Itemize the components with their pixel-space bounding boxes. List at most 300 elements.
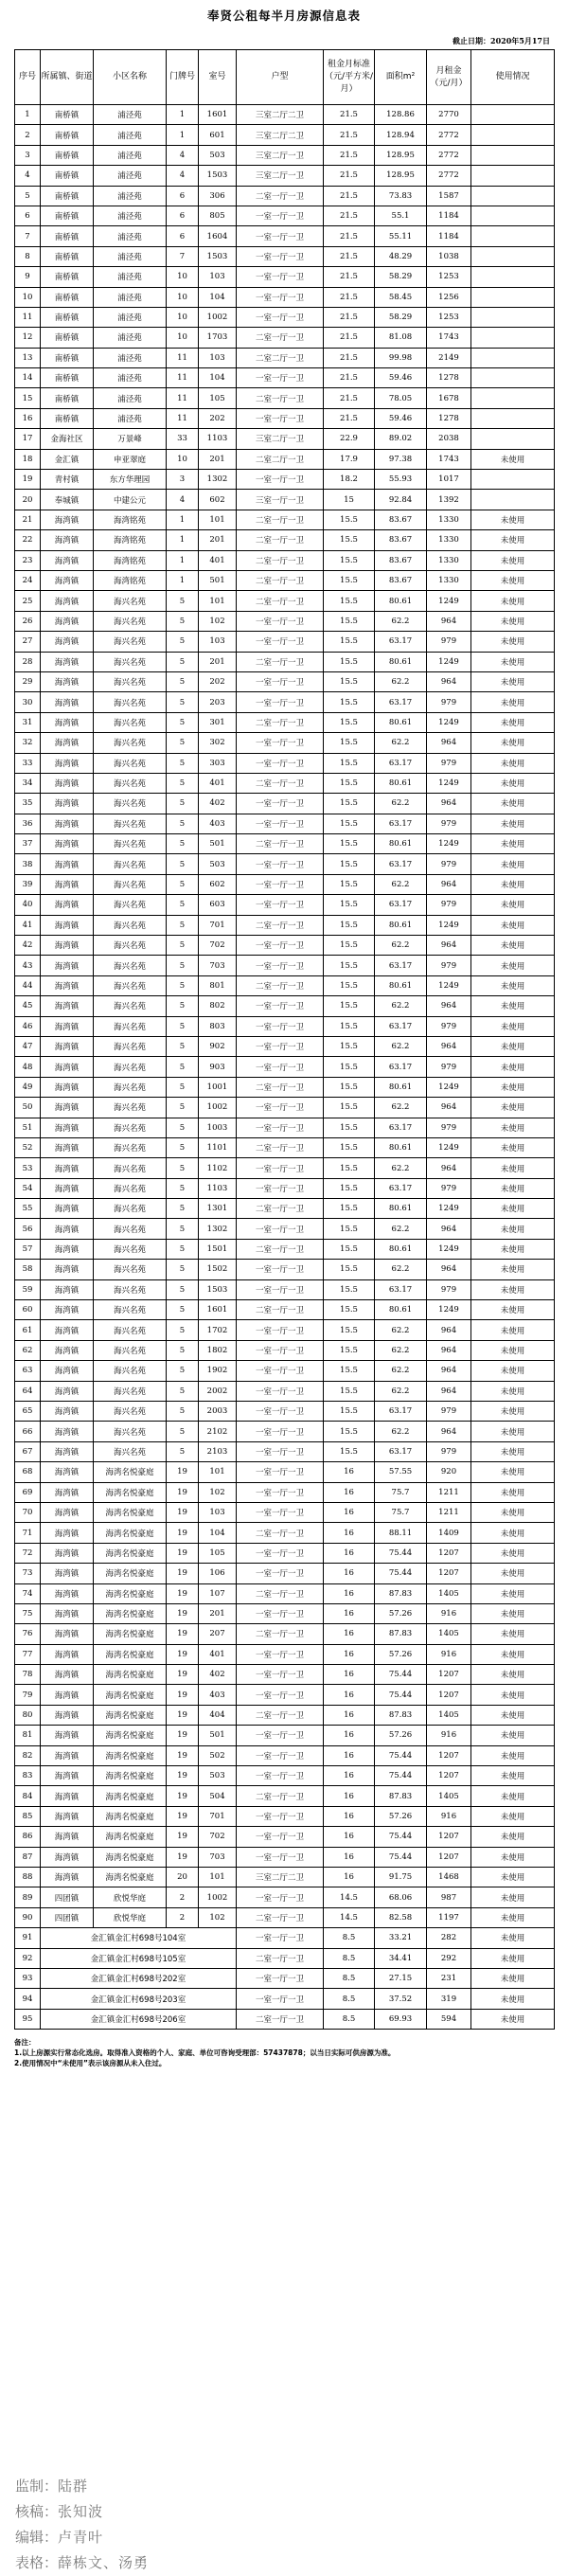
table-cell: 65 bbox=[15, 1402, 41, 1422]
table-cell: 海兴名苑 bbox=[94, 773, 167, 793]
table-cell: 282 bbox=[427, 1928, 471, 1948]
table-cell: 浦泾苑 bbox=[94, 328, 167, 348]
table-cell: 82.58 bbox=[375, 1907, 427, 1927]
table-cell: 15.5 bbox=[324, 1361, 375, 1381]
table-cell: 海兴名苑 bbox=[94, 1340, 167, 1360]
table-row bbox=[15, 1199, 555, 1219]
table-cell: 63.17 bbox=[375, 1402, 427, 1422]
table-row bbox=[15, 186, 555, 206]
table-cell: 964 bbox=[427, 874, 471, 894]
table-cell: 21.5 bbox=[324, 348, 375, 367]
table-cell: 49 bbox=[15, 1077, 41, 1097]
table-cell: 1278 bbox=[427, 368, 471, 388]
table-cell: 80.61 bbox=[375, 712, 427, 732]
table-row bbox=[15, 1968, 555, 1988]
table-cell: 一室一厅一卫 bbox=[237, 753, 324, 773]
table-row bbox=[15, 368, 555, 388]
table-cell: 海湾镇 bbox=[41, 611, 94, 631]
table-cell: 10 bbox=[167, 307, 199, 327]
table-cell: 702 bbox=[199, 1827, 237, 1847]
col-header-index: 序号 bbox=[15, 50, 41, 105]
table-cell: 1253 bbox=[427, 307, 471, 327]
table-cell: 33 bbox=[167, 429, 199, 449]
table-cell: 303 bbox=[199, 753, 237, 773]
table-cell: 海兴名苑 bbox=[94, 671, 167, 691]
table-cell: 1249 bbox=[427, 975, 471, 995]
table-cell: 一室一厅一卫 bbox=[237, 408, 324, 428]
table-cell: 37.52 bbox=[375, 1989, 427, 2009]
table-row bbox=[15, 1685, 555, 1705]
table-cell bbox=[471, 125, 555, 145]
table-cell: 51 bbox=[15, 1118, 41, 1137]
table-cell: 503 bbox=[199, 145, 237, 165]
table-cell bbox=[471, 408, 555, 428]
table-row bbox=[15, 671, 555, 691]
table-cell: 海兴名苑 bbox=[94, 1279, 167, 1299]
table-cell: 6 bbox=[15, 206, 41, 225]
table-cell: 5 bbox=[167, 1381, 199, 1401]
table-cell: 63.17 bbox=[375, 1178, 427, 1198]
table-cell: 未使用 bbox=[471, 1239, 555, 1259]
table-cell: 1601 bbox=[199, 1300, 237, 1320]
table-cell: 未使用 bbox=[471, 1158, 555, 1178]
table-cell: 19 bbox=[167, 1665, 199, 1685]
table-row bbox=[15, 510, 555, 529]
table-cell: 一室一厅一卫 bbox=[237, 1989, 324, 2009]
table-cell: 401 bbox=[199, 1644, 237, 1664]
table-cell: 5 bbox=[167, 956, 199, 975]
table-cell: 964 bbox=[427, 996, 471, 1016]
table-cell: 1902 bbox=[199, 1361, 237, 1381]
table-cell: 海湾名悦豪庭 bbox=[94, 1847, 167, 1867]
table-cell: 19 bbox=[167, 1705, 199, 1725]
table-cell: 15.5 bbox=[324, 895, 375, 915]
table-cell: 75 bbox=[15, 1603, 41, 1623]
table-cell: 5 bbox=[167, 1178, 199, 1198]
table-cell: 15.5 bbox=[324, 1260, 375, 1279]
table-cell: 三室二厅二卫 bbox=[237, 105, 324, 125]
table-cell: 二室一厅一卫 bbox=[237, 712, 324, 732]
table-cell: 73.83 bbox=[375, 186, 427, 206]
table-cell: 62.2 bbox=[375, 936, 427, 956]
table-cell: 海兴名苑 bbox=[94, 1118, 167, 1137]
table-cell: 1017 bbox=[427, 470, 471, 490]
table-cell: 15.5 bbox=[324, 652, 375, 671]
table-cell: 一室一厅一卫 bbox=[237, 1260, 324, 1279]
table-cell: 海湾名悦豪庭 bbox=[94, 1564, 167, 1583]
table-cell: 一室一厅一卫 bbox=[237, 1402, 324, 1422]
table-cell: 57 bbox=[15, 1239, 41, 1259]
table-cell: 15 bbox=[15, 388, 41, 408]
table-cell: 1207 bbox=[427, 1766, 471, 1786]
table-cell: 964 bbox=[427, 936, 471, 956]
table-cell: 6 bbox=[167, 226, 199, 246]
table-cell: 21.5 bbox=[324, 408, 375, 428]
table-cell: 5 bbox=[167, 1239, 199, 1259]
table-row bbox=[15, 1745, 555, 1765]
table-cell: 11 bbox=[167, 408, 199, 428]
table-cell: 海湾镇 bbox=[41, 794, 94, 814]
table-cell: 16 bbox=[15, 408, 41, 428]
table-cell: 19 bbox=[167, 1502, 199, 1522]
table-row bbox=[15, 388, 555, 408]
table-cell: 未使用 bbox=[471, 1989, 555, 2009]
table-cell: 未使用 bbox=[471, 1361, 555, 1381]
table-cell: 58.29 bbox=[375, 267, 427, 287]
table-cell: 16 bbox=[324, 1766, 375, 1786]
table-cell: 58.29 bbox=[375, 307, 427, 327]
table-cell: 一室一厅一卫 bbox=[237, 226, 324, 246]
table-cell: 93 bbox=[15, 1968, 41, 1988]
credits bbox=[15, 2474, 149, 2576]
table-cell: 504 bbox=[199, 1786, 237, 1806]
table-cell: 15.5 bbox=[324, 1158, 375, 1178]
table-cell: 5 bbox=[167, 975, 199, 995]
table-cell: 979 bbox=[427, 956, 471, 975]
table-cell: 62.2 bbox=[375, 611, 427, 631]
table-cell: 104 bbox=[199, 287, 237, 307]
table-cell: 2103 bbox=[199, 1441, 237, 1461]
table-cell: 802 bbox=[199, 996, 237, 1016]
table-cell: 海兴名苑 bbox=[94, 814, 167, 833]
table-cell: 75.44 bbox=[375, 1543, 427, 1563]
table-cell: 15.5 bbox=[324, 794, 375, 814]
table-cell: 102 bbox=[199, 611, 237, 631]
table-row bbox=[15, 1523, 555, 1543]
table-cell: 10 bbox=[167, 328, 199, 348]
table-cell: 海湾镇 bbox=[41, 996, 94, 1016]
table-cell: 62.2 bbox=[375, 1036, 427, 1056]
table-cell: 1256 bbox=[427, 287, 471, 307]
table-cell: 二室一厅一卫 bbox=[237, 530, 324, 550]
table-row bbox=[15, 1279, 555, 1299]
table-cell: 海兴名苑 bbox=[94, 1199, 167, 1219]
table-cell: 1249 bbox=[427, 1239, 471, 1259]
table-cell: 39 bbox=[15, 874, 41, 894]
table-cell: 104 bbox=[199, 368, 237, 388]
table-cell: 15 bbox=[324, 490, 375, 510]
table-cell: 一室一厅一卫 bbox=[237, 1098, 324, 1118]
table-cell: 海湾镇 bbox=[41, 895, 94, 915]
table-cell: 8.5 bbox=[324, 1968, 375, 1988]
table-cell: 22.9 bbox=[324, 429, 375, 449]
table-cell: 77 bbox=[15, 1644, 41, 1664]
table-cell: 75.7 bbox=[375, 1482, 427, 1502]
table-cell: 5 bbox=[167, 753, 199, 773]
table-cell: 三室二厅二卫 bbox=[237, 125, 324, 145]
table-cell: 19 bbox=[167, 1685, 199, 1705]
table-cell: 1002 bbox=[199, 1098, 237, 1118]
table-cell: 浦泾苑 bbox=[94, 206, 167, 225]
table-cell: 402 bbox=[199, 1665, 237, 1685]
table-cell: 62.2 bbox=[375, 1422, 427, 1441]
table-cell: 1207 bbox=[427, 1665, 471, 1685]
table-cell: 海湾铭苑 bbox=[94, 570, 167, 590]
table-cell: 75.44 bbox=[375, 1665, 427, 1685]
table-cell: 81.08 bbox=[375, 328, 427, 348]
table-cell: 15.5 bbox=[324, 1300, 375, 1320]
col-header-rent-rate: 租金月标准（元/平方米/月） bbox=[324, 50, 375, 105]
table-cell: 16 bbox=[324, 1806, 375, 1826]
table-cell: 964 bbox=[427, 1158, 471, 1178]
table-cell: 未使用 bbox=[471, 1219, 555, 1239]
table-cell: 二室一厅一卫 bbox=[237, 1705, 324, 1725]
table-cell: 501 bbox=[199, 1726, 237, 1745]
table-row bbox=[15, 1766, 555, 1786]
table-cell: 502 bbox=[199, 1745, 237, 1765]
table-cell: 17.9 bbox=[324, 449, 375, 469]
table-cell: 未使用 bbox=[471, 1340, 555, 1360]
table-cell: 87.83 bbox=[375, 1624, 427, 1644]
table-cell: 83.67 bbox=[375, 570, 427, 590]
table-cell: 59.46 bbox=[375, 368, 427, 388]
table-cell: 89.02 bbox=[375, 429, 427, 449]
table-cell: 1302 bbox=[199, 470, 237, 490]
table-cell: 一室一厅一卫 bbox=[237, 1462, 324, 1482]
table-cell: 21.5 bbox=[324, 105, 375, 125]
table-cell: 16 bbox=[324, 1644, 375, 1664]
table-row bbox=[15, 1543, 555, 1563]
table-row bbox=[15, 591, 555, 611]
table-cell: 二室一厅一卫 bbox=[237, 510, 324, 529]
table-cell: 80.61 bbox=[375, 915, 427, 935]
table-cell: 1207 bbox=[427, 1543, 471, 1563]
table-cell: 15.5 bbox=[324, 1077, 375, 1097]
table-cell: 金汇镇 bbox=[41, 449, 94, 469]
table-cell: 未使用 bbox=[471, 1583, 555, 1603]
table-cell: 59 bbox=[15, 1279, 41, 1299]
table-cell: 海兴名苑 bbox=[94, 915, 167, 935]
table-cell: 32 bbox=[15, 733, 41, 753]
table-cell: 1249 bbox=[427, 591, 471, 611]
table-row bbox=[15, 449, 555, 469]
table-row bbox=[15, 1137, 555, 1157]
table-cell: 未使用 bbox=[471, 956, 555, 975]
table-cell bbox=[471, 368, 555, 388]
credit-table bbox=[15, 2550, 149, 2576]
table-cell: 964 bbox=[427, 671, 471, 691]
table-cell: 海湾镇 bbox=[41, 1137, 94, 1157]
table-row bbox=[15, 1624, 555, 1644]
table-cell: 75.44 bbox=[375, 1766, 427, 1786]
table-cell: 5 bbox=[167, 1118, 199, 1137]
credit-name: 张知波 bbox=[58, 2503, 104, 2520]
table-cell: 75.44 bbox=[375, 1685, 427, 1705]
table-cell: 二室一厅一卫 bbox=[237, 1239, 324, 1259]
table-cell: 18.2 bbox=[324, 470, 375, 490]
table-cell: 403 bbox=[199, 1685, 237, 1705]
table-cell: 401 bbox=[199, 773, 237, 793]
table-cell: 一室一厅一卫 bbox=[237, 611, 324, 631]
table-cell: 一室一厅一卫 bbox=[237, 1766, 324, 1786]
table-cell: 浦泾苑 bbox=[94, 388, 167, 408]
table-cell bbox=[471, 307, 555, 327]
table-cell: 1409 bbox=[427, 1523, 471, 1543]
table-cell: 89 bbox=[15, 1887, 41, 1907]
table-cell: 101 bbox=[199, 1462, 237, 1482]
table-cell: 一室一厅一卫 bbox=[237, 1482, 324, 1502]
table-cell bbox=[471, 226, 555, 246]
table-cell: 海湾镇 bbox=[41, 1644, 94, 1664]
table-cell: 2 bbox=[167, 1887, 199, 1907]
table-cell: 1249 bbox=[427, 1137, 471, 1157]
table-row bbox=[15, 1402, 555, 1422]
table-cell: 未使用 bbox=[471, 814, 555, 833]
table-cell: 一室一厅一卫 bbox=[237, 1928, 324, 1948]
table-cell: 63 bbox=[15, 1361, 41, 1381]
table-cell: 未使用 bbox=[471, 1199, 555, 1219]
table-cell: 海湾铭苑 bbox=[94, 550, 167, 570]
table-cell: 25 bbox=[15, 591, 41, 611]
table-cell: 海湾镇 bbox=[41, 1118, 94, 1137]
table-cell: 319 bbox=[427, 1989, 471, 2009]
table-cell: 海湾镇 bbox=[41, 1016, 94, 1036]
table-cell: 19 bbox=[167, 1543, 199, 1563]
table-cell: 21.5 bbox=[324, 287, 375, 307]
table-cell: 15.5 bbox=[324, 773, 375, 793]
table-cell: 未使用 bbox=[471, 1745, 555, 1765]
table-cell: 海湾名悦豪庭 bbox=[94, 1482, 167, 1502]
table-row bbox=[15, 1178, 555, 1198]
table-cell: 48.29 bbox=[375, 246, 427, 266]
table-cell: 80.61 bbox=[375, 1199, 427, 1219]
table-cell: 海湾镇 bbox=[41, 814, 94, 833]
table-cell: 68 bbox=[15, 1462, 41, 1482]
table-cell: 15.5 bbox=[324, 692, 375, 712]
table-cell: 南桥镇 bbox=[41, 105, 94, 125]
table-cell: 海兴名苑 bbox=[94, 632, 167, 652]
table-cell: 85 bbox=[15, 1806, 41, 1826]
table-cell: 920 bbox=[427, 1462, 471, 1482]
table-cell: 1468 bbox=[427, 1867, 471, 1887]
table-cell: 55.93 bbox=[375, 470, 427, 490]
table-row bbox=[15, 1158, 555, 1178]
credit-reviewer bbox=[15, 2499, 149, 2525]
table-cell: 一室一厅一卫 bbox=[237, 1665, 324, 1685]
col-header-area: 面积m² bbox=[375, 50, 427, 105]
table-row bbox=[15, 1928, 555, 1948]
table-cell: 90 bbox=[15, 1907, 41, 1927]
table-cell: 海湾名悦豪庭 bbox=[94, 1665, 167, 1685]
table-cell: 4 bbox=[167, 166, 199, 186]
table-row bbox=[15, 1260, 555, 1279]
table-cell: 15.5 bbox=[324, 1036, 375, 1056]
table-cell: 14 bbox=[15, 368, 41, 388]
table-cell: 未使用 bbox=[471, 1320, 555, 1340]
table-cell: 三室二厅二卫 bbox=[237, 1867, 324, 1887]
table-cell: 19 bbox=[167, 1644, 199, 1664]
table-cell: 1207 bbox=[427, 1827, 471, 1847]
table-cell: 64 bbox=[15, 1381, 41, 1401]
table-cell: 未使用 bbox=[471, 550, 555, 570]
table-cell: 16 bbox=[324, 1482, 375, 1502]
table-cell: 海湾名悦豪庭 bbox=[94, 1867, 167, 1887]
table-cell: 海湾镇 bbox=[41, 975, 94, 995]
table-cell: 62 bbox=[15, 1340, 41, 1360]
table-cell: 海湾镇 bbox=[41, 1441, 94, 1461]
table-cell: 16 bbox=[324, 1827, 375, 1847]
table-cell: 1002 bbox=[199, 1887, 237, 1907]
table-cell: 15.5 bbox=[324, 1219, 375, 1239]
table-cell: 海湾镇 bbox=[41, 915, 94, 935]
table-cell: 33.21 bbox=[375, 1928, 427, 1948]
table-cell: 916 bbox=[427, 1603, 471, 1623]
table-cell: 海湾名悦豪庭 bbox=[94, 1543, 167, 1563]
table-cell: 106 bbox=[199, 1564, 237, 1583]
table-cell: 4 bbox=[167, 490, 199, 510]
table-cell: 19 bbox=[167, 1726, 199, 1745]
table-cell: 1678 bbox=[427, 388, 471, 408]
table-cell: 1197 bbox=[427, 1907, 471, 1927]
table-cell: 二室一厅一卫 bbox=[237, 1300, 324, 1320]
table-cell: 103 bbox=[199, 632, 237, 652]
table-cell: 海湾镇 bbox=[41, 1381, 94, 1401]
table-cell: 海兴名苑 bbox=[94, 753, 167, 773]
table-cell: 16 bbox=[324, 1462, 375, 1482]
table-cell: 金汇镇金汇村698号104室 bbox=[41, 1928, 237, 1948]
table-row bbox=[15, 1989, 555, 2009]
col-header-community: 小区名称 bbox=[94, 50, 167, 105]
credit-label: 表格： bbox=[15, 2554, 59, 2571]
table-cell: 南桥镇 bbox=[41, 226, 94, 246]
table-cell: 一室一厅一卫 bbox=[237, 307, 324, 327]
table-cell: 62.2 bbox=[375, 1381, 427, 1401]
table-cell: 一室一厅一卫 bbox=[237, 1279, 324, 1299]
table-cell: 29 bbox=[15, 671, 41, 691]
table-cell bbox=[471, 470, 555, 490]
table-row bbox=[15, 145, 555, 165]
table-cell: 964 bbox=[427, 1381, 471, 1401]
table-cell: 15.5 bbox=[324, 975, 375, 995]
table-cell: 16 bbox=[324, 1624, 375, 1644]
table-cell: 一室一厅一卫 bbox=[237, 1422, 324, 1441]
table-cell: 201 bbox=[199, 652, 237, 671]
table-cell: 979 bbox=[427, 1118, 471, 1137]
col-header-building: 门牌号 bbox=[167, 50, 199, 105]
table-cell: 702 bbox=[199, 936, 237, 956]
table-cell: 916 bbox=[427, 1726, 471, 1745]
table-cell: 19 bbox=[167, 1745, 199, 1765]
table-cell: 5 bbox=[167, 996, 199, 1016]
table-cell: 26 bbox=[15, 611, 41, 631]
table-cell: 海湾镇 bbox=[41, 1827, 94, 1847]
remarks-line-2: 2.使用情况中“未使用”表示该房源从未入住过。 bbox=[14, 2059, 167, 2068]
table-cell: 103 bbox=[199, 267, 237, 287]
table-cell: 海湾名悦豪庭 bbox=[94, 1726, 167, 1745]
table-cell: 三室二厅一卫 bbox=[237, 145, 324, 165]
table-row bbox=[15, 975, 555, 995]
table-cell: 未使用 bbox=[471, 936, 555, 956]
table-row bbox=[15, 794, 555, 814]
table-cell: 未使用 bbox=[471, 1928, 555, 1948]
table-cell: 62.2 bbox=[375, 671, 427, 691]
table-cell: 964 bbox=[427, 1260, 471, 1279]
table-cell: 87.83 bbox=[375, 1583, 427, 1603]
table-row bbox=[15, 1786, 555, 1806]
table-cell: 二室一厅一卫 bbox=[237, 1786, 324, 1806]
table-cell: 15.5 bbox=[324, 854, 375, 874]
table-cell: 未使用 bbox=[471, 996, 555, 1016]
table-cell: 8.5 bbox=[324, 1928, 375, 1948]
table-cell: 21.5 bbox=[324, 246, 375, 266]
table-cell: 未使用 bbox=[471, 1178, 555, 1198]
table-cell: 2770 bbox=[427, 105, 471, 125]
table-cell: 58.45 bbox=[375, 287, 427, 307]
table-cell: 海湾镇 bbox=[41, 956, 94, 975]
table-cell: 海兴名苑 bbox=[94, 936, 167, 956]
table-cell: 21.5 bbox=[324, 125, 375, 145]
table-cell: 57.55 bbox=[375, 1462, 427, 1482]
